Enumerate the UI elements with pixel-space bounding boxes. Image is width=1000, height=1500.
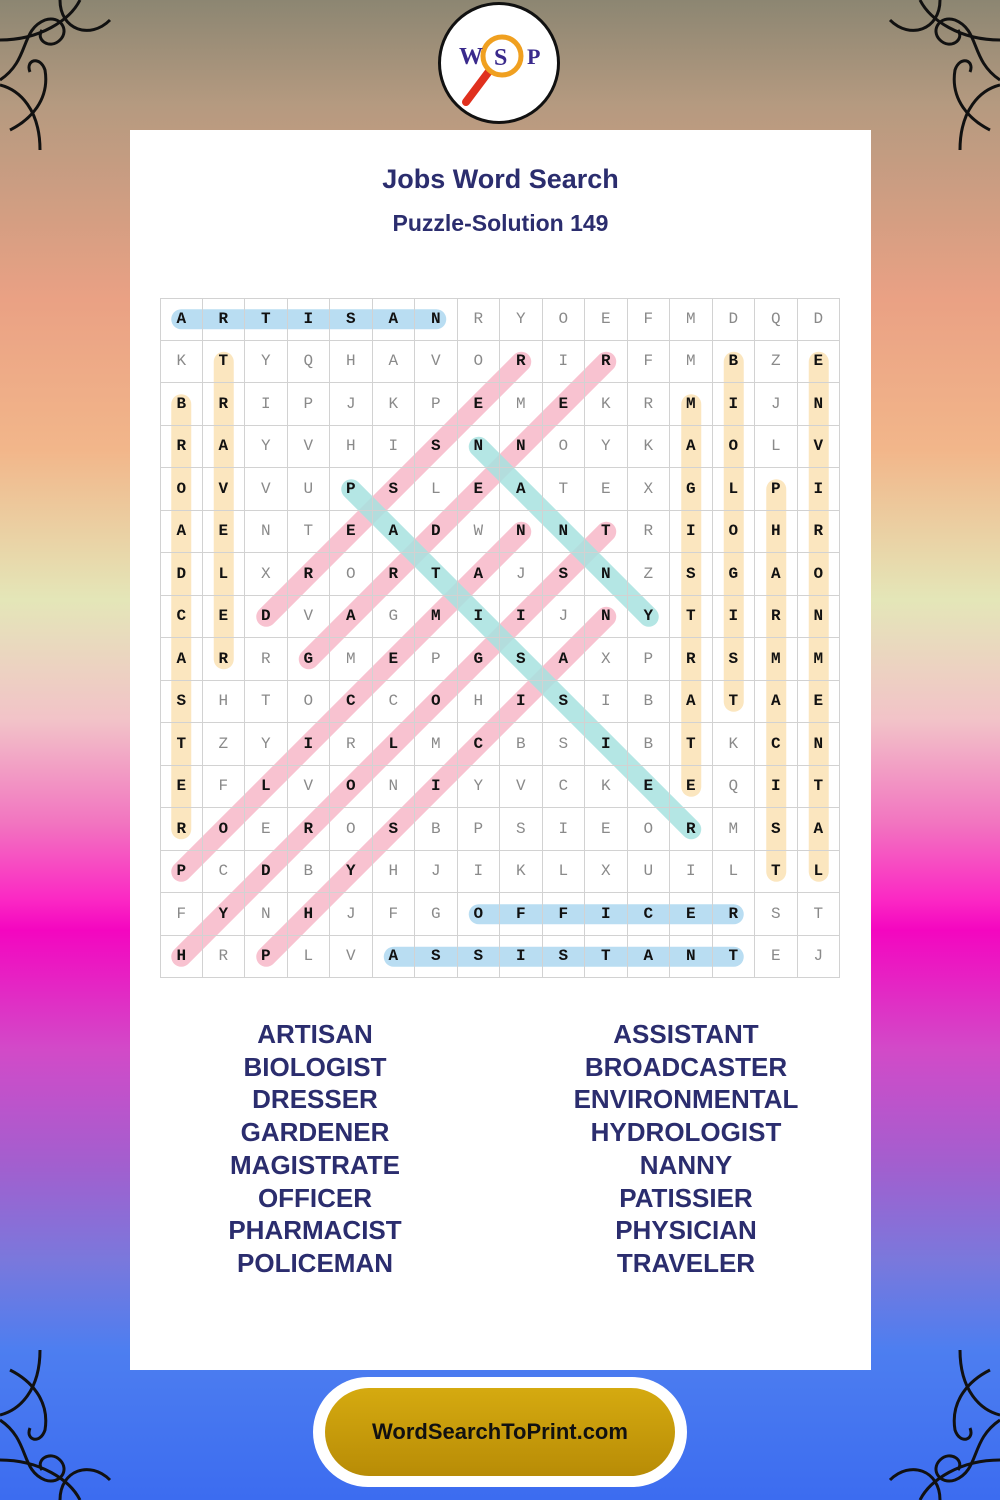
- grid-cell: H: [288, 893, 331, 936]
- grid-cell: N: [458, 426, 501, 469]
- grid-cell: N: [670, 936, 713, 979]
- grid-cell: Y: [245, 341, 288, 384]
- grid-cell: E: [373, 638, 416, 681]
- grid-cell: T: [585, 511, 628, 554]
- grid-cell: I: [585, 893, 628, 936]
- grid-cell: O: [628, 808, 671, 851]
- word-list-item: ASSISTANT: [613, 1019, 759, 1049]
- grid-cell: O: [543, 298, 586, 341]
- grid-cell: V: [245, 468, 288, 511]
- grid-cell: P: [415, 638, 458, 681]
- grid-cell: A: [373, 511, 416, 554]
- grid-cell: O: [330, 553, 373, 596]
- grid-cell: N: [798, 723, 841, 766]
- word-list-item: ARTISAN: [257, 1019, 373, 1049]
- grid-cell: M: [798, 638, 841, 681]
- grid-cell: O: [330, 766, 373, 809]
- grid-cell: A: [373, 298, 416, 341]
- grid-cell: E: [670, 766, 713, 809]
- grid-cell: N: [798, 596, 841, 639]
- corner-ornament-top-right: [850, 0, 1000, 150]
- site-link[interactable]: WordSearchToPrint.com: [325, 1388, 675, 1476]
- grid-cell: I: [585, 681, 628, 724]
- grid-cell: T: [415, 553, 458, 596]
- word-list-item: BIOLOGIST: [243, 1051, 387, 1082]
- grid-cell: H: [330, 341, 373, 384]
- grid-cell: D: [245, 851, 288, 894]
- grid-cell: T: [245, 681, 288, 724]
- grid-cell: R: [670, 808, 713, 851]
- grid-cell: E: [160, 766, 203, 809]
- word-list-item: PHYSICIAN: [615, 1215, 757, 1246]
- grid-cell: G: [415, 893, 458, 936]
- grid-cell: E: [585, 298, 628, 341]
- grid-cell: H: [755, 511, 798, 554]
- grid-cell: N: [585, 596, 628, 639]
- grid-cell: P: [330, 468, 373, 511]
- grid-cell: T: [288, 511, 331, 554]
- grid-cell: R: [203, 383, 246, 426]
- grid-cell: S: [373, 808, 416, 851]
- grid-cell: K: [373, 383, 416, 426]
- grid-cell: X: [585, 638, 628, 681]
- grid-cell: O: [798, 553, 841, 596]
- grid-cell: M: [713, 808, 756, 851]
- grid-cell: E: [798, 341, 841, 384]
- word-list-item: NANNY: [639, 1149, 733, 1180]
- grid-cell: J: [415, 851, 458, 894]
- grid-cell: R: [458, 298, 501, 341]
- grid-cell: L: [755, 426, 798, 469]
- grid-cell: E: [203, 511, 246, 554]
- grid-cell: K: [160, 341, 203, 384]
- grid-cell: J: [330, 893, 373, 936]
- grid-cell: M: [330, 638, 373, 681]
- grid-cell: R: [628, 383, 671, 426]
- grid-cell: F: [203, 766, 246, 809]
- word-list-item: GARDENER: [240, 1117, 390, 1148]
- grid-cell: Z: [755, 341, 798, 384]
- grid-cell: E: [543, 383, 586, 426]
- grid-cell: W: [458, 511, 501, 554]
- grid-cell: V: [330, 936, 373, 979]
- magnifier-icon: [444, 18, 554, 108]
- grid-cell: B: [160, 383, 203, 426]
- grid-cell: E: [755, 936, 798, 979]
- grid-cell: O: [415, 681, 458, 724]
- grid-cell: E: [585, 808, 628, 851]
- grid-cell: U: [628, 851, 671, 894]
- grid-cell: V: [288, 766, 331, 809]
- grid-cell: M: [415, 723, 458, 766]
- grid-cell: S: [755, 893, 798, 936]
- grid-cell: G: [288, 638, 331, 681]
- grid-cell: M: [755, 638, 798, 681]
- grid-cell: P: [458, 808, 501, 851]
- grid-cell: K: [713, 723, 756, 766]
- logo-letter-w: W: [459, 44, 483, 70]
- grid-cell: R: [628, 511, 671, 554]
- word-list-item: DRESSER: [252, 1084, 378, 1115]
- grid-cell: I: [500, 936, 543, 979]
- grid-cell: I: [458, 596, 501, 639]
- corner-ornament-top-left: [0, 0, 150, 150]
- grid-cell: Y: [245, 723, 288, 766]
- grid-cell: D: [245, 596, 288, 639]
- grid-cell: K: [628, 426, 671, 469]
- grid-cell: E: [585, 468, 628, 511]
- grid-cell: V: [288, 426, 331, 469]
- grid-cell: B: [500, 723, 543, 766]
- grid-cell: G: [458, 638, 501, 681]
- grid-cell: A: [670, 681, 713, 724]
- grid-cell: I: [500, 681, 543, 724]
- grid-cell: A: [543, 638, 586, 681]
- grid-cell: H: [458, 681, 501, 724]
- grid-cell: V: [203, 468, 246, 511]
- grid-cell: I: [755, 766, 798, 809]
- page-title: Jobs Word Search: [382, 164, 619, 194]
- grid-cell: U: [288, 468, 331, 511]
- grid-cell: E: [330, 511, 373, 554]
- grid-cell: J: [543, 596, 586, 639]
- grid-cell: O: [458, 341, 501, 384]
- grid-cell: R: [203, 638, 246, 681]
- grid-cell: S: [713, 638, 756, 681]
- grid-cell: L: [373, 723, 416, 766]
- grid-cell: T: [245, 298, 288, 341]
- grid-cell: L: [203, 553, 246, 596]
- grid-cell: C: [330, 681, 373, 724]
- grid-cell: I: [798, 468, 841, 511]
- grid-cell: M: [670, 298, 713, 341]
- grid-cell: J: [755, 383, 798, 426]
- grid-cell: R: [203, 936, 246, 979]
- grid-cell: N: [245, 511, 288, 554]
- grid-cell: S: [543, 681, 586, 724]
- grid-cell: T: [713, 681, 756, 724]
- grid-cell: B: [628, 723, 671, 766]
- grid-cell: P: [755, 468, 798, 511]
- grid-cell: R: [330, 723, 373, 766]
- grid-cell: R: [245, 638, 288, 681]
- grid-cell: J: [330, 383, 373, 426]
- grid-cell: R: [203, 298, 246, 341]
- grid-cell: N: [500, 511, 543, 554]
- grid-cell: T: [203, 341, 246, 384]
- grid-cell: C: [373, 681, 416, 724]
- grid-cell: I: [245, 383, 288, 426]
- grid-cell: S: [755, 808, 798, 851]
- grid-cell: L: [415, 468, 458, 511]
- grid-cell: L: [543, 851, 586, 894]
- grid-cell: A: [373, 936, 416, 979]
- grid-cell: I: [288, 298, 331, 341]
- grid-cell: O: [160, 468, 203, 511]
- grid-cell: S: [458, 936, 501, 979]
- grid-cell: I: [458, 851, 501, 894]
- grid-cell: T: [713, 936, 756, 979]
- grid-cell: R: [373, 553, 416, 596]
- grid-cell: F: [628, 298, 671, 341]
- grid-cell: F: [628, 341, 671, 384]
- grid-cell: A: [160, 638, 203, 681]
- grid-cell: X: [628, 468, 671, 511]
- grid-cell: A: [373, 341, 416, 384]
- grid-cell: R: [500, 341, 543, 384]
- grid-cell: S: [415, 426, 458, 469]
- grid-cell: M: [670, 383, 713, 426]
- letter-grid: [160, 298, 840, 978]
- grid-cell: G: [713, 553, 756, 596]
- grid-cell: B: [415, 808, 458, 851]
- grid-cell: I: [415, 766, 458, 809]
- grid-cell: S: [543, 723, 586, 766]
- grid-cell: E: [458, 383, 501, 426]
- site-badge[interactable]: [313, 1377, 687, 1487]
- grid-cell: J: [798, 936, 841, 979]
- grid-cell: C: [543, 766, 586, 809]
- wsp-logo[interactable]: [438, 2, 560, 124]
- grid-cell: C: [160, 596, 203, 639]
- grid-cell: V: [415, 341, 458, 384]
- grid-cell: O: [288, 681, 331, 724]
- grid-cell: R: [288, 553, 331, 596]
- grid-cell: T: [798, 893, 841, 936]
- grid-cell: G: [670, 468, 713, 511]
- grid-cell: A: [203, 426, 246, 469]
- grid-cell: T: [755, 851, 798, 894]
- grid-cell: Y: [203, 893, 246, 936]
- grid-cell: N: [500, 426, 543, 469]
- grid-cell: N: [245, 893, 288, 936]
- grid-cell: T: [160, 723, 203, 766]
- grid-cell: N: [585, 553, 628, 596]
- grid-cell: B: [713, 341, 756, 384]
- grid-cell: I: [670, 511, 713, 554]
- grid-cell: V: [500, 766, 543, 809]
- grid-cell: R: [160, 808, 203, 851]
- grid-cell: O: [713, 426, 756, 469]
- grid-cell: E: [798, 681, 841, 724]
- grid-cell: S: [543, 553, 586, 596]
- grid-cell: T: [670, 723, 713, 766]
- grid-cell: R: [755, 596, 798, 639]
- grid-cell: I: [585, 723, 628, 766]
- grid-cell: C: [203, 851, 246, 894]
- grid-cell: C: [458, 723, 501, 766]
- grid-cell: I: [670, 851, 713, 894]
- grid-cell: S: [500, 808, 543, 851]
- word-list-item: MAGISTRATE: [230, 1149, 400, 1180]
- grid-cell: L: [798, 851, 841, 894]
- grid-cell: F: [160, 893, 203, 936]
- grid-cell: K: [585, 383, 628, 426]
- grid-cell: O: [458, 893, 501, 936]
- word-search-grid: [160, 298, 840, 978]
- grid-cell: S: [543, 936, 586, 979]
- grid-cell: R: [798, 511, 841, 554]
- grid-cell: R: [585, 341, 628, 384]
- grid-cell: E: [458, 468, 501, 511]
- grid-cell: G: [373, 596, 416, 639]
- grid-cell: E: [203, 596, 246, 639]
- grid-cell: Y: [628, 596, 671, 639]
- grid-cell: A: [628, 936, 671, 979]
- grid-cell: I: [543, 808, 586, 851]
- grid-cell: O: [713, 511, 756, 554]
- grid-cell: N: [373, 766, 416, 809]
- grid-cell: P: [415, 383, 458, 426]
- word-list-item: PATISSIER: [619, 1182, 753, 1213]
- grid-cell: P: [245, 936, 288, 979]
- grid-cell: T: [670, 596, 713, 639]
- word-list-item: HYDROLOGIST: [590, 1117, 782, 1148]
- grid-cell: P: [160, 851, 203, 894]
- grid-cell: A: [755, 681, 798, 724]
- grid-cell: K: [585, 766, 628, 809]
- grid-cell: Q: [713, 766, 756, 809]
- grid-cell: A: [500, 468, 543, 511]
- grid-cell: V: [798, 426, 841, 469]
- word-list-item: POLICEMAN: [237, 1247, 393, 1278]
- grid-cell: R: [288, 808, 331, 851]
- grid-cell: S: [415, 936, 458, 979]
- grid-cell: Y: [458, 766, 501, 809]
- grid-cell: V: [288, 596, 331, 639]
- grid-cell: F: [500, 893, 543, 936]
- corner-ornament-bottom-left: [0, 1350, 150, 1500]
- grid-cell: L: [288, 936, 331, 979]
- grid-cell: S: [670, 553, 713, 596]
- grid-cell: N: [415, 298, 458, 341]
- word-list-item: PHARMACIST: [228, 1215, 402, 1246]
- grid-cell: O: [330, 808, 373, 851]
- grid-cell: Z: [628, 553, 671, 596]
- logo-letter-p: P: [527, 44, 541, 69]
- grid-cell: E: [245, 808, 288, 851]
- grid-cell: N: [543, 511, 586, 554]
- word-list-item: ENVIRONMENTAL: [573, 1084, 799, 1115]
- grid-cell: J: [500, 553, 543, 596]
- grid-cell: D: [713, 298, 756, 341]
- grid-cell: S: [373, 468, 416, 511]
- grid-cell: R: [670, 638, 713, 681]
- grid-cell: S: [160, 681, 203, 724]
- grid-cell: L: [713, 468, 756, 511]
- grid-cell: S: [500, 638, 543, 681]
- grid-cell: H: [330, 426, 373, 469]
- page-subtitle: Puzzle-Solution 149: [392, 210, 609, 236]
- grid-cell: A: [798, 808, 841, 851]
- grid-cell: D: [415, 511, 458, 554]
- grid-cell: A: [670, 426, 713, 469]
- word-list-item: TRAVELER: [616, 1247, 756, 1278]
- grid-cell: L: [245, 766, 288, 809]
- grid-cell: E: [628, 766, 671, 809]
- grid-cell: I: [373, 426, 416, 469]
- puzzle-panel: [130, 130, 871, 1370]
- grid-cell: I: [543, 341, 586, 384]
- grid-cell: R: [160, 426, 203, 469]
- grid-cell: I: [288, 723, 331, 766]
- word-list: [130, 1018, 871, 1280]
- grid-cell: Y: [330, 851, 373, 894]
- grid-cell: Q: [288, 341, 331, 384]
- grid-cell: Q: [755, 298, 798, 341]
- word-list-left: [130, 1018, 500, 1280]
- grid-cell: A: [330, 596, 373, 639]
- grid-cell: H: [203, 681, 246, 724]
- word-list-right: [501, 1018, 871, 1280]
- grid-cell: D: [160, 553, 203, 596]
- grid-cell: A: [160, 511, 203, 554]
- grid-cell: O: [543, 426, 586, 469]
- grid-cell: M: [415, 596, 458, 639]
- word-list-item: BROADCASTER: [584, 1051, 788, 1082]
- grid-cell: P: [628, 638, 671, 681]
- grid-cell: H: [160, 936, 203, 979]
- grid-cell: A: [755, 553, 798, 596]
- grid-cell: X: [585, 851, 628, 894]
- grid-cell: T: [585, 936, 628, 979]
- grid-cell: A: [458, 553, 501, 596]
- grid-cell: A: [160, 298, 203, 341]
- grid-cell: B: [288, 851, 331, 894]
- grid-cell: M: [500, 383, 543, 426]
- grid-cell: M: [670, 341, 713, 384]
- grid-cell: T: [798, 766, 841, 809]
- grid-cell: F: [373, 893, 416, 936]
- grid-cell: K: [500, 851, 543, 894]
- grid-cell: C: [628, 893, 671, 936]
- grid-cell: S: [330, 298, 373, 341]
- grid-cell: I: [500, 596, 543, 639]
- grid-cell: T: [543, 468, 586, 511]
- grid-cell: X: [245, 553, 288, 596]
- grid-cell: Y: [500, 298, 543, 341]
- grid-cell: I: [713, 383, 756, 426]
- grid-cell: H: [373, 851, 416, 894]
- corner-ornament-bottom-right: [850, 1350, 1000, 1500]
- grid-cell: B: [628, 681, 671, 724]
- grid-cell: R: [713, 893, 756, 936]
- grid-cell: L: [713, 851, 756, 894]
- grid-cell: D: [798, 298, 841, 341]
- grid-cell: Y: [585, 426, 628, 469]
- grid-cell: F: [543, 893, 586, 936]
- grid-cell: Y: [245, 426, 288, 469]
- grid-cell: Z: [203, 723, 246, 766]
- grid-cell: C: [755, 723, 798, 766]
- grid-cell: P: [288, 383, 331, 426]
- word-list-item: OFFICER: [257, 1182, 373, 1213]
- grid-cell: O: [203, 808, 246, 851]
- grid-cell: E: [670, 893, 713, 936]
- grid-cell: N: [798, 383, 841, 426]
- grid-cell: I: [713, 596, 756, 639]
- logo-letter-s: S: [494, 45, 508, 71]
